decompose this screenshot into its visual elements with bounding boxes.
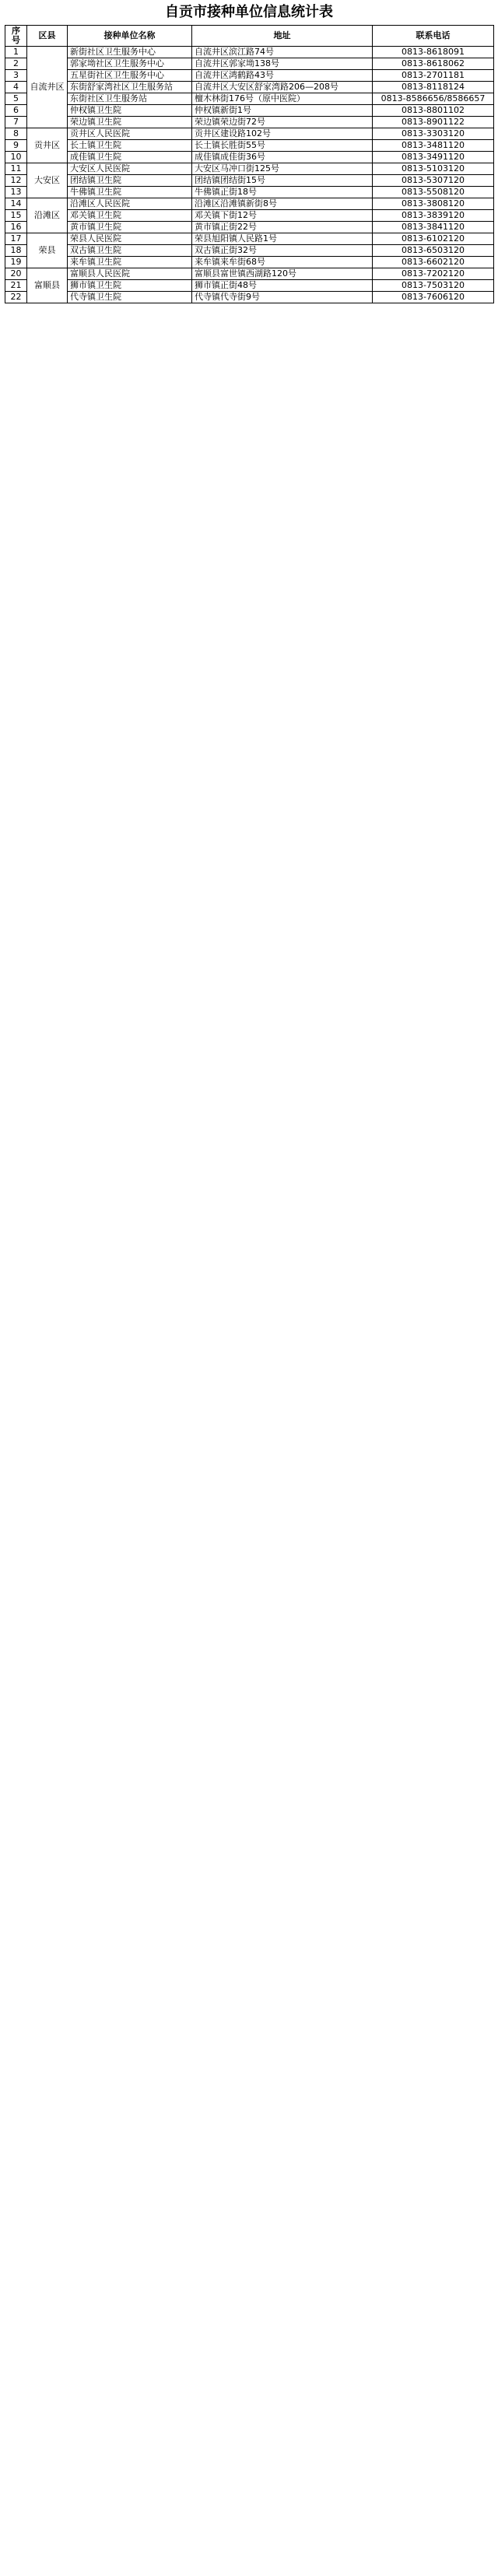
page-title: 自贡市接种单位信息统计表	[165, 4, 333, 20]
row-number: 4	[5, 82, 27, 93]
unit-address: 来牟镇来牟街68号	[192, 257, 373, 268]
row-number: 16	[5, 222, 27, 233]
table-row	[5, 93, 494, 105]
district-name: 荣县	[27, 233, 68, 268]
header-row	[5, 26, 494, 47]
unit-phone: 0813-7503120	[373, 280, 494, 292]
unit-name: 沿滩区人民医院	[68, 198, 192, 210]
unit-phone: 0813-7202120	[373, 268, 494, 280]
table-row	[5, 163, 494, 175]
unit-address: 邓关镇下街12号	[192, 210, 373, 222]
row-number: 3	[5, 70, 27, 82]
row-number: 11	[5, 163, 27, 175]
unit-phone: 0813-6102120	[373, 233, 494, 245]
header-phone: 联系电话	[373, 26, 494, 47]
table-row	[5, 70, 494, 82]
unit-phone: 0813-8586656/8586657	[373, 93, 494, 105]
row-number: 14	[5, 198, 27, 210]
unit-address: 狮市镇正街48号	[192, 280, 373, 292]
row-number: 20	[5, 268, 27, 280]
row-number: 9	[5, 140, 27, 152]
row-number: 10	[5, 152, 27, 163]
header-unit-name: 接种单位名称	[68, 26, 192, 47]
table-body	[5, 47, 494, 303]
table-row	[5, 82, 494, 93]
unit-name: 仲权镇卫生院	[68, 105, 192, 117]
unit-phone: 0813-5508120	[373, 187, 494, 198]
unit-phone: 0813-2701181	[373, 70, 494, 82]
unit-address: 仲权镇新街1号	[192, 105, 373, 117]
unit-address: 富顺县富世镇西湖路120号	[192, 268, 373, 280]
unit-phone: 0813-6503120	[373, 245, 494, 257]
header-address: 地址	[192, 26, 373, 47]
vaccination-table	[5, 25, 494, 303]
unit-name: 郭家坳社区卫生服务中心	[68, 58, 192, 70]
table-row	[5, 198, 494, 210]
row-number: 15	[5, 210, 27, 222]
row-number: 19	[5, 257, 27, 268]
unit-address: 檀木林街176号（原中医院）	[192, 93, 373, 105]
unit-name: 黄市镇卫生院	[68, 222, 192, 233]
unit-phone: 0813-3808120	[373, 198, 494, 210]
header-district: 区县	[27, 26, 68, 47]
unit-address: 荣边镇荣边街72号	[192, 117, 373, 128]
row-number: 7	[5, 117, 27, 128]
table-row	[5, 175, 494, 187]
table-row	[5, 140, 494, 152]
unit-address: 荣县旭阳镇人民路1号	[192, 233, 373, 245]
table-row	[5, 257, 494, 268]
unit-phone: 0813-3303120	[373, 128, 494, 140]
district-name: 大安区	[27, 163, 68, 198]
unit-name: 双古镇卫生院	[68, 245, 192, 257]
row-number: 5	[5, 93, 27, 105]
table-row	[5, 233, 494, 245]
unit-address: 自流井区滨江路74号	[192, 47, 373, 58]
table-row	[5, 58, 494, 70]
table-row	[5, 47, 494, 58]
row-number: 8	[5, 128, 27, 140]
row-number: 1	[5, 47, 27, 58]
row-number: 22	[5, 292, 27, 303]
district-name: 自流井区	[27, 47, 68, 128]
unit-phone: 0813-3841120	[373, 222, 494, 233]
table-row	[5, 128, 494, 140]
unit-phone: 0813-5307120	[373, 175, 494, 187]
table-row	[5, 105, 494, 117]
row-number: 2	[5, 58, 27, 70]
unit-address: 团结镇团结街15号	[192, 175, 373, 187]
unit-phone: 0813-7606120	[373, 292, 494, 303]
table-row	[5, 268, 494, 280]
unit-name: 狮市镇卫生院	[68, 280, 192, 292]
unit-name: 富顺县人民医院	[68, 268, 192, 280]
unit-name: 大安区人民医院	[68, 163, 192, 175]
unit-name: 代寺镇卫生院	[68, 292, 192, 303]
unit-address: 长土镇长胜街55号	[192, 140, 373, 152]
unit-phone: 0813-5103120	[373, 163, 494, 175]
district-name: 富顺县	[27, 268, 68, 303]
unit-name: 荣边镇卫生院	[68, 117, 192, 128]
unit-address: 自流井区大安区舒家湾路206—208号	[192, 82, 373, 93]
unit-name: 东街舒家湾社区卫生服务站	[68, 82, 192, 93]
district-name: 贡井区	[27, 128, 68, 163]
unit-name: 长土镇卫生院	[68, 140, 192, 152]
unit-name: 牛佛镇卫生院	[68, 187, 192, 198]
unit-phone: 0813-3839120	[373, 210, 494, 222]
row-number: 12	[5, 175, 27, 187]
unit-phone: 0813-3491120	[373, 152, 494, 163]
unit-name: 新街社区卫生服务中心	[68, 47, 192, 58]
table-row	[5, 152, 494, 163]
unit-address: 自流井区郭家坳138号	[192, 58, 373, 70]
table-row	[5, 187, 494, 198]
unit-address: 双古镇正街32号	[192, 245, 373, 257]
table-row	[5, 222, 494, 233]
row-number: 6	[5, 105, 27, 117]
unit-name: 荣县人民医院	[68, 233, 192, 245]
unit-address: 贡井区建设路102号	[192, 128, 373, 140]
unit-name: 团结镇卫生院	[68, 175, 192, 187]
header-no: 序号	[5, 26, 27, 47]
unit-phone: 0813-3481120	[373, 140, 494, 152]
unit-address: 牛佛镇正街18号	[192, 187, 373, 198]
unit-name: 邓关镇卫生院	[68, 210, 192, 222]
unit-name: 东街社区卫生服务站	[68, 93, 192, 105]
table-row	[5, 245, 494, 257]
row-number: 17	[5, 233, 27, 245]
row-number: 18	[5, 245, 27, 257]
unit-phone: 0813-6602120	[373, 257, 494, 268]
table-row	[5, 210, 494, 222]
unit-address: 沿滩区沿滩镇新街8号	[192, 198, 373, 210]
unit-address: 代寺镇代寺街9号	[192, 292, 373, 303]
unit-phone: 0813-8801102	[373, 105, 494, 117]
unit-name: 来牟镇卫生院	[68, 257, 192, 268]
table-row	[5, 280, 494, 292]
unit-name: 贡井区人民医院	[68, 128, 192, 140]
unit-address: 大安区马冲口街125号	[192, 163, 373, 175]
district-name: 沿滩区	[27, 198, 68, 233]
unit-phone: 0813-8618091	[373, 47, 494, 58]
unit-phone: 0813-8118124	[373, 82, 494, 93]
unit-address: 成佳镇成佳街36号	[192, 152, 373, 163]
row-number: 21	[5, 280, 27, 292]
unit-address: 黄市镇正街22号	[192, 222, 373, 233]
unit-address: 自流井区鸿鹤路43号	[192, 70, 373, 82]
unit-name: 成佳镇卫生院	[68, 152, 192, 163]
table-row	[5, 117, 494, 128]
unit-phone: 0813-8901122	[373, 117, 494, 128]
table-row	[5, 292, 494, 303]
unit-name: 五星街社区卫生服务中心	[68, 70, 192, 82]
unit-phone: 0813-8618062	[373, 58, 494, 70]
row-number: 13	[5, 187, 27, 198]
